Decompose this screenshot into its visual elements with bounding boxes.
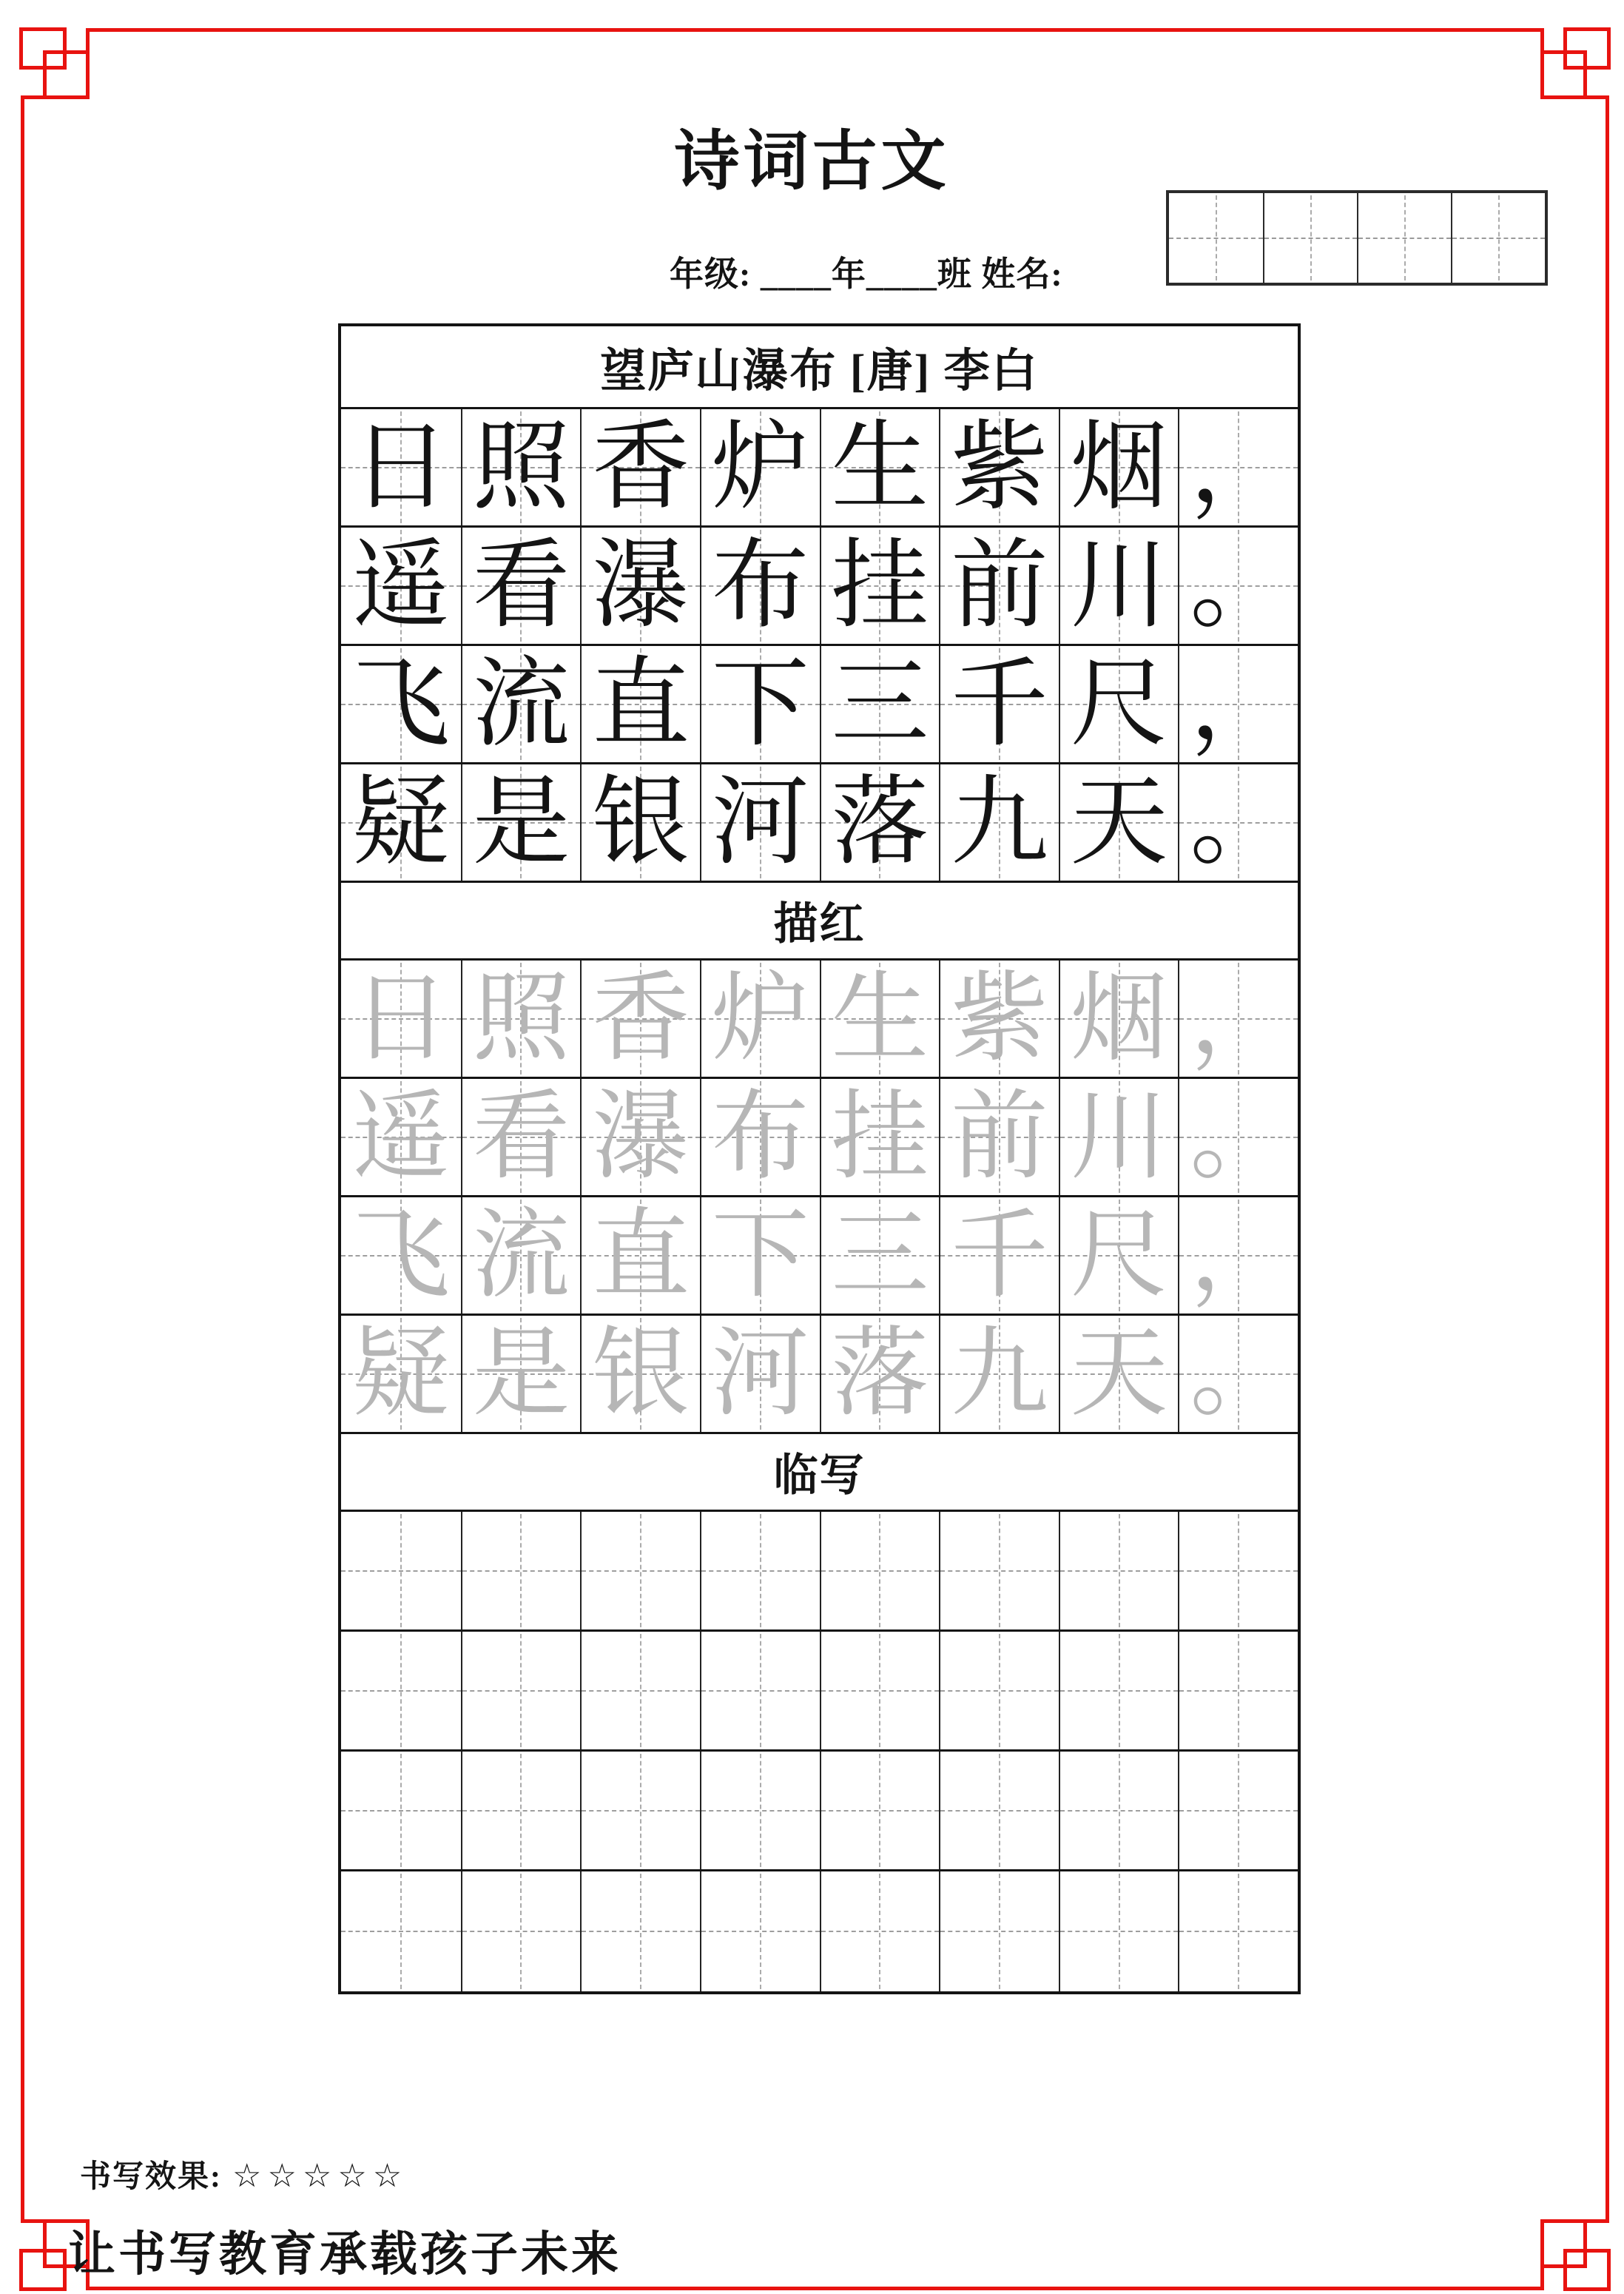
empty-grid-cell	[820, 1632, 940, 1749]
poem-char: 三	[831, 649, 929, 758]
name-grid-cell	[1263, 193, 1357, 283]
poem-char-cell	[580, 528, 700, 644]
empty-grid-cell	[341, 1752, 461, 1869]
name-grid-cell	[1357, 193, 1451, 283]
poem-char: 炉	[711, 412, 809, 522]
corner-knot-ornament-icon	[1528, 2209, 1611, 2292]
empty-grid-cell	[820, 1752, 940, 1869]
copy-section-header: 临写	[341, 1434, 1298, 1512]
poem-char-cell	[341, 409, 461, 525]
poem-char: 是	[472, 767, 570, 877]
trace-char-cell	[820, 961, 940, 1077]
trace-char: 遥	[351, 1082, 450, 1191]
practice-empty-row	[341, 1871, 1298, 1991]
practice-empty-row	[341, 1632, 1298, 1752]
poem-char-cell	[461, 528, 581, 644]
trace-char: ，	[1190, 963, 1288, 1073]
trace-char: 前	[950, 1082, 1048, 1191]
trace-char-cell	[461, 1316, 581, 1432]
poem-char-cell	[461, 764, 581, 881]
poem-char: 紫	[950, 412, 1048, 522]
poem-char: 烟	[1070, 412, 1168, 522]
trace-char: 落	[831, 1319, 929, 1428]
trace-char-cell	[1178, 1079, 1298, 1195]
empty-grid-cell	[1059, 1512, 1179, 1629]
trace-char-cell	[939, 1197, 1059, 1314]
trace-char: ，	[1190, 1200, 1288, 1310]
trace-char: 疑	[351, 1319, 450, 1428]
poem-char: 布	[711, 531, 809, 640]
empty-grid-cell	[700, 1871, 820, 1991]
poem-char: 银	[592, 767, 690, 877]
empty-grid-cell	[820, 1512, 940, 1629]
poem-char-cell	[1178, 764, 1298, 881]
poem-char: 挂	[831, 531, 929, 640]
trace-char-cell	[461, 1197, 581, 1314]
name-grid-cell	[1169, 193, 1263, 283]
poem-char-cell	[1059, 646, 1179, 762]
page-title: 诗词古文	[674, 127, 950, 198]
trace-char: 日	[351, 963, 450, 1073]
trace-char-cell	[1178, 1316, 1298, 1432]
trace-char-cell	[461, 1079, 581, 1195]
poem-char-cell	[700, 646, 820, 762]
poem-char: 河	[711, 767, 809, 877]
poem-char-cell	[580, 646, 700, 762]
empty-grid-cell	[580, 1512, 700, 1629]
poem-char: ，	[1190, 412, 1288, 522]
trace-row	[341, 961, 1298, 1079]
trace-char-cell	[939, 961, 1059, 1077]
poem-char: 尺	[1070, 649, 1168, 758]
poem-char-cell	[461, 646, 581, 762]
empty-grid-cell	[580, 1632, 700, 1749]
empty-grid-cell	[1059, 1752, 1179, 1869]
trace-char: 生	[831, 963, 929, 1073]
trace-char: 川	[1070, 1082, 1168, 1191]
empty-grid-cell	[1178, 1632, 1298, 1749]
trace-char-cell	[580, 1079, 700, 1195]
poem-char: 瀑	[592, 531, 690, 640]
trace-char: 照	[472, 963, 570, 1073]
poem-rows	[341, 409, 1298, 883]
poem-char-cell	[939, 646, 1059, 762]
trace-char: 九	[950, 1319, 1048, 1428]
trace-char-cell	[700, 1316, 820, 1432]
trace-row	[341, 1316, 1298, 1434]
page-border-right	[1606, 110, 1609, 2209]
poem-char: 天	[1070, 767, 1168, 877]
trace-char-cell	[580, 1316, 700, 1432]
poem-char-cell	[341, 764, 461, 881]
empty-grid-cell	[341, 1512, 461, 1629]
trace-char-cell	[1059, 1079, 1179, 1195]
footer-slogan: 让书写教育承载孩子未来	[68, 2228, 621, 2281]
trace-char-cell	[700, 1079, 820, 1195]
trace-char: 飞	[351, 1200, 450, 1310]
trace-char-cell	[1059, 961, 1179, 1077]
trace-char: 直	[592, 1200, 690, 1310]
poem-char: 疑	[351, 767, 450, 877]
empty-grid-cell	[461, 1632, 581, 1749]
trace-char: 下	[711, 1200, 809, 1310]
trace-char: 挂	[831, 1082, 929, 1191]
trace-char: 瀑	[592, 1082, 690, 1191]
empty-grid-cell	[1178, 1752, 1298, 1869]
empty-grid-cell	[939, 1632, 1059, 1749]
empty-grid-cell	[1059, 1632, 1179, 1749]
poem-char-cell	[1178, 528, 1298, 644]
corner-knot-ornament-icon	[19, 27, 102, 110]
poem-char-cell	[580, 409, 700, 525]
trace-char-cell	[1178, 961, 1298, 1077]
trace-char: 炉	[711, 963, 809, 1073]
practice-empty-row	[341, 1752, 1298, 1871]
trace-char: 。	[1190, 1082, 1288, 1191]
poem-char-cell	[700, 764, 820, 881]
poem-char-cell	[1059, 528, 1179, 644]
trace-char: 香	[592, 963, 690, 1073]
trace-section-header: 描红	[341, 883, 1298, 961]
trace-char: 三	[831, 1200, 929, 1310]
page-border-bottom	[102, 2287, 1528, 2290]
practice-empty-row	[341, 1512, 1298, 1632]
trace-char-cell	[1178, 1197, 1298, 1314]
trace-char: 紫	[950, 963, 1048, 1073]
poem-char: 川	[1070, 531, 1168, 640]
poem-char-cell	[580, 764, 700, 881]
trace-char: 尺	[1070, 1200, 1168, 1310]
trace-char: 看	[472, 1082, 570, 1191]
trace-char-cell	[820, 1079, 940, 1195]
practice-sheet	[338, 323, 1301, 1994]
poem-char: 。	[1190, 767, 1288, 877]
poem-char-cell	[939, 409, 1059, 525]
grade-class-name-line: 年级: ____年____班 姓名:	[670, 255, 1063, 293]
trace-rows	[341, 961, 1298, 1434]
poem-char: 直	[592, 649, 690, 758]
poem-char-cell	[700, 528, 820, 644]
poem-row	[341, 409, 1298, 528]
poem-char-cell	[820, 646, 940, 762]
rating-stars: ☆☆☆☆☆	[232, 2157, 408, 2195]
trace-char-cell	[700, 1197, 820, 1314]
trace-char-cell	[939, 1316, 1059, 1432]
trace-char-cell	[820, 1197, 940, 1314]
poem-char-cell	[820, 409, 940, 525]
poem-char: 日	[351, 412, 450, 522]
trace-char-cell	[700, 961, 820, 1077]
empty-grid-cell	[461, 1752, 581, 1869]
empty-grid-cell	[461, 1512, 581, 1629]
empty-grid-cell	[939, 1871, 1059, 1991]
trace-char-cell	[939, 1079, 1059, 1195]
empty-grid-cell	[939, 1752, 1059, 1869]
trace-char: 流	[472, 1200, 570, 1310]
page-border-left	[21, 110, 24, 2209]
trace-char: 是	[472, 1319, 570, 1428]
poem-char: 前	[950, 531, 1048, 640]
poem-char-cell	[1059, 409, 1179, 525]
poem-char-cell	[1059, 764, 1179, 881]
empty-grid-cell	[461, 1871, 581, 1991]
trace-char-cell	[820, 1316, 940, 1432]
empty-grid-cell	[341, 1871, 461, 1991]
poem-char-cell	[939, 764, 1059, 881]
poem-char: 生	[831, 412, 929, 522]
poem-char: 看	[472, 531, 570, 640]
empty-grid-cell	[580, 1752, 700, 1869]
poem-title-header: 望庐山瀑布 [唐] 李白	[341, 326, 1298, 409]
empty-grid-cell	[580, 1871, 700, 1991]
poem-char-cell	[939, 528, 1059, 644]
empty-grid-cell	[1178, 1871, 1298, 1991]
poem-char-cell	[461, 409, 581, 525]
trace-char: 。	[1190, 1319, 1288, 1428]
poem-char: 落	[831, 767, 929, 877]
poem-char-cell	[1178, 646, 1298, 762]
empty-grid-cell	[1059, 1871, 1179, 1991]
poem-char: 千	[950, 649, 1048, 758]
trace-char: 河	[711, 1319, 809, 1428]
trace-char-cell	[341, 1316, 461, 1432]
trace-char-cell	[461, 961, 581, 1077]
empty-grid-cell	[700, 1512, 820, 1629]
poem-char: 遥	[351, 531, 450, 640]
name-practice-grid	[1166, 190, 1548, 286]
copy-practice-rows	[341, 1512, 1298, 1991]
empty-grid-cell	[700, 1752, 820, 1869]
poem-char-cell	[341, 528, 461, 644]
poem-char: 九	[950, 767, 1048, 877]
trace-char: 天	[1070, 1319, 1168, 1428]
poem-char-cell	[820, 764, 940, 881]
trace-char-cell	[1059, 1197, 1179, 1314]
empty-grid-cell	[1178, 1512, 1298, 1629]
poem-char-cell	[1178, 409, 1298, 525]
trace-char-cell	[580, 1197, 700, 1314]
writing-effect-label: 书写效果:	[80, 2160, 222, 2194]
trace-char: 烟	[1070, 963, 1168, 1073]
empty-grid-cell	[939, 1512, 1059, 1629]
poem-char-cell	[341, 646, 461, 762]
trace-char-cell	[341, 1079, 461, 1195]
trace-row	[341, 1079, 1298, 1197]
page-border-top	[102, 28, 1528, 32]
empty-grid-cell	[341, 1632, 461, 1749]
trace-row	[341, 1197, 1298, 1316]
empty-grid-cell	[820, 1871, 940, 1991]
poem-char-cell	[700, 409, 820, 525]
trace-char: 布	[711, 1082, 809, 1191]
empty-grid-cell	[700, 1632, 820, 1749]
poem-char: 下	[711, 649, 809, 758]
poem-char: ，	[1190, 649, 1288, 758]
poem-char: 香	[592, 412, 690, 522]
trace-char-cell	[341, 1197, 461, 1314]
name-grid-cell	[1451, 193, 1545, 283]
poem-char-cell	[820, 528, 940, 644]
poem-row	[341, 764, 1298, 883]
corner-knot-ornament-icon	[1528, 27, 1611, 110]
poem-char: 照	[472, 412, 570, 522]
trace-char-cell	[341, 961, 461, 1077]
poem-char: 飞	[351, 649, 450, 758]
trace-char: 银	[592, 1319, 690, 1428]
trace-char-cell	[1059, 1316, 1179, 1432]
poem-char: 。	[1190, 531, 1288, 640]
poem-row	[341, 646, 1298, 764]
trace-char: 千	[950, 1200, 1048, 1310]
poem-row	[341, 528, 1298, 646]
trace-char-cell	[580, 961, 700, 1077]
poem-char: 流	[472, 649, 570, 758]
writing-effect-line	[80, 2152, 408, 2196]
